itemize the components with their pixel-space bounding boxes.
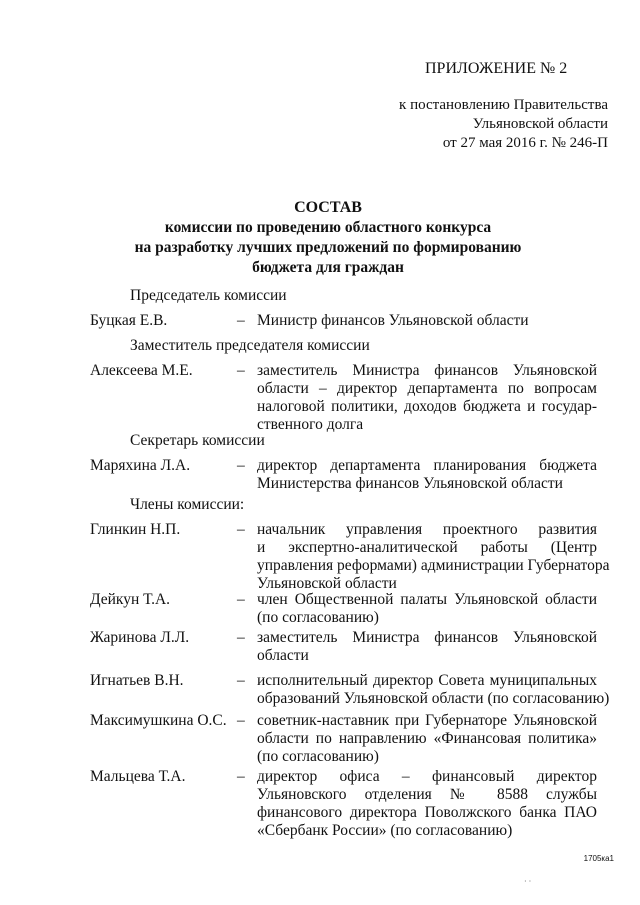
title-line: комиссии по проведению областного конкурса [164,219,492,236]
member-position [257,362,597,434]
position-line: налоговой политики, доходов бюджета и государ- [257,398,597,415]
dash: – [237,521,245,538]
appendix-number: ПРИЛОЖЕНИЕ № 2 [425,60,568,77]
member-name: Дейкун Т.А. [90,591,171,608]
dash: – [237,362,245,379]
position-line: советник-наставник при Губернаторе Ульяновской [257,712,597,729]
position-line: директор департамента планирования бюджета [257,457,597,474]
position-line: финансового директора Поволжского банка ПАО [257,804,597,821]
dash: – [237,768,245,785]
dash: – [237,672,245,689]
position-line: (по согласованию) [257,609,379,626]
member-name: Буцкая Е.В. [90,312,168,329]
position-line: управления реформами) администрации Губернатора [257,557,610,574]
resolution-line: Ульяновской области [472,116,608,132]
dash: – [237,712,245,729]
member-position [257,672,610,708]
scan-mark: · · [524,877,532,886]
title-line: бюджета для граждан [252,259,404,276]
position-line: директор офиса – финансовый директор [257,768,597,785]
position-line: Министр финансов Ульяновской области [257,312,529,329]
member-position [257,629,597,665]
document-title [90,198,566,278]
position-line: Ульяновской области [257,575,397,592]
position-line: (по согласованию) [257,748,379,765]
member-position [257,591,597,627]
position-line: заместитель Министра финансов Ульяновской [257,362,597,379]
member-name: Маряхина Л.А. [90,457,191,474]
position-line: начальник управления проектного развития [257,521,597,538]
dash: – [237,457,245,474]
member-position [257,457,597,493]
member-name: Алексеева М.Е. [90,362,193,379]
title-line: на разработку лучших предложений по формированию [134,239,522,256]
member-position [257,521,610,593]
position-line: области – директор департамента по вопросам [257,380,597,397]
member-position [257,312,597,330]
position-line: области [257,647,309,664]
dash: – [237,312,245,329]
section-members: Члены комиссии: [130,496,245,513]
resolution-reference [368,96,608,153]
position-line: и экспертно-аналитической работы (Центр [257,539,597,556]
position-line: области по направлению «Финансовая политика» [257,730,597,747]
position-line: «Сбербанк России» (по согласованию) [257,822,513,839]
position-line: исполнительный директор Совета муниципальных [257,672,597,689]
section-chairman: Председатель комиссии [130,287,287,304]
section-deputy: Заместитель председателя комиссии [130,337,370,354]
member-name: Мальцева Т.А. [90,768,186,785]
document-code: 1705ка1 [583,854,614,863]
dash: – [237,629,245,646]
resolution-line: к постановлению Правительства [399,97,608,113]
resolution-line: от 27 мая 2016 г. № 246-П [442,135,608,151]
position-line: Ульяновского отделения № 8588 службы [257,786,597,803]
member-position [257,768,597,840]
member-name: Максимушкина О.С. [90,712,227,729]
member-position [257,712,597,766]
position-line: заместитель Министра финансов Ульяновской [257,629,597,646]
position-line: Министерства финансов Ульяновской области [257,475,563,492]
position-line: ственного долга [257,416,364,433]
section-secretary: Секретарь комиссии [130,432,265,449]
member-name: Глинкин Н.П. [90,521,181,538]
position-line: образований Ульяновской области (по согласованию) [257,690,610,707]
member-name: Игнатьев В.Н. [90,672,184,689]
position-line: член Общественной палаты Ульяновской области [257,591,597,608]
dash: – [237,591,245,608]
title-main: СОСТАВ [294,199,362,216]
member-name: Жаринова Л.Л. [90,629,190,646]
